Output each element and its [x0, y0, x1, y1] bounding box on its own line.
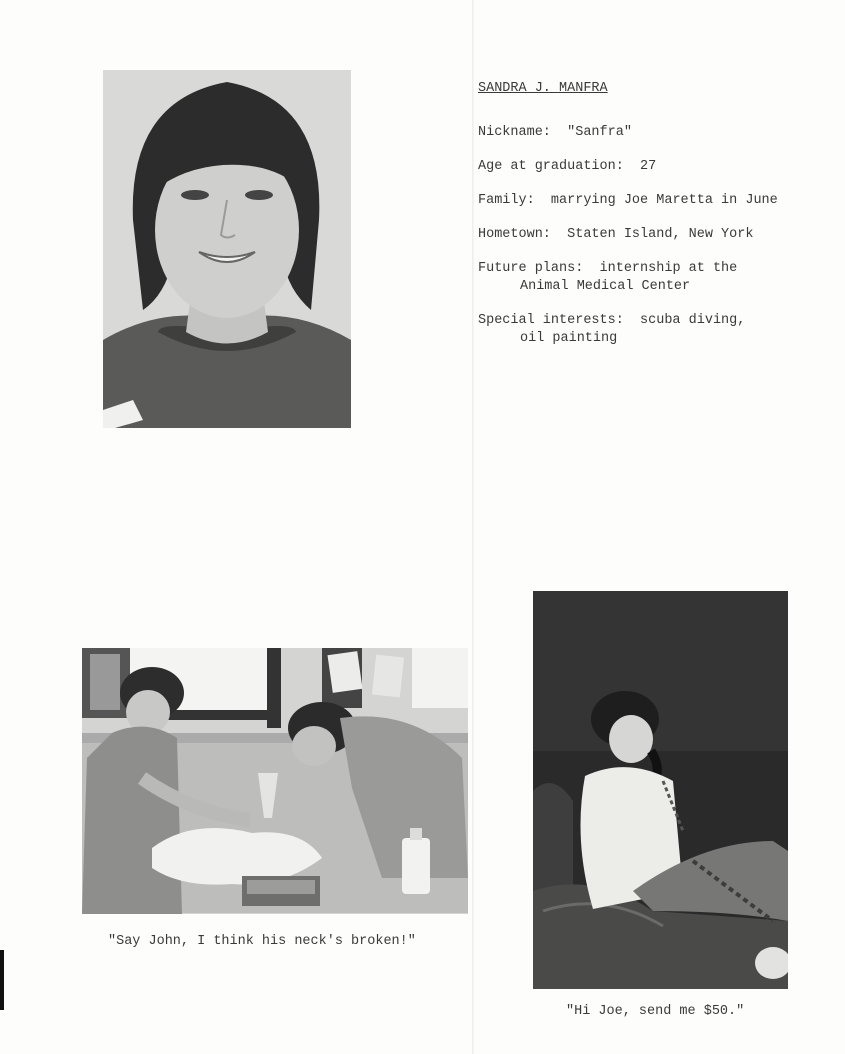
profile-info: [478, 80, 838, 364]
phone-photo: [533, 591, 788, 989]
future-plans-label: Future plans:: [478, 261, 584, 276]
phone-illustration: [533, 591, 788, 989]
lab-illustration: [82, 648, 468, 914]
family-row: [478, 192, 838, 210]
hometown-value: Staten Island, New York: [567, 227, 754, 242]
special-interests-value-line2: oil painting: [520, 331, 618, 346]
hometown-label: Hometown:: [478, 227, 551, 242]
future-plans-row: [478, 260, 838, 296]
family-label: Family:: [478, 193, 535, 208]
portrait-photo: [103, 70, 351, 428]
lab-photo: [82, 648, 468, 914]
hometown-row: [478, 226, 838, 244]
phone-photo-caption: "Hi Joe, send me $50.": [566, 1004, 745, 1019]
lab-photo-caption: "Say John, I think his neck's broken!": [108, 934, 416, 949]
age-row: [478, 158, 838, 176]
portrait-illustration: [103, 70, 351, 428]
scan-edge-mark: [0, 950, 4, 1010]
nickname-row: [478, 124, 838, 142]
profile-name: SANDRA J. MANFRA: [478, 81, 608, 96]
age-label: Age at graduation:: [478, 159, 624, 174]
special-interests-value-line1: scuba diving,: [640, 313, 746, 328]
special-interests-row: [478, 312, 838, 348]
future-plans-value-line2: Animal Medical Center: [520, 279, 691, 294]
age-value: 27: [640, 159, 657, 174]
page-fold: [472, 0, 474, 1054]
nickname-label: Nickname:: [478, 125, 551, 140]
family-value: marrying Joe Maretta in June: [550, 193, 778, 208]
nickname-value: "Sanfra": [567, 125, 632, 140]
special-interests-label: Special interests:: [478, 313, 624, 328]
future-plans-value-line1: internship at the: [599, 261, 738, 276]
